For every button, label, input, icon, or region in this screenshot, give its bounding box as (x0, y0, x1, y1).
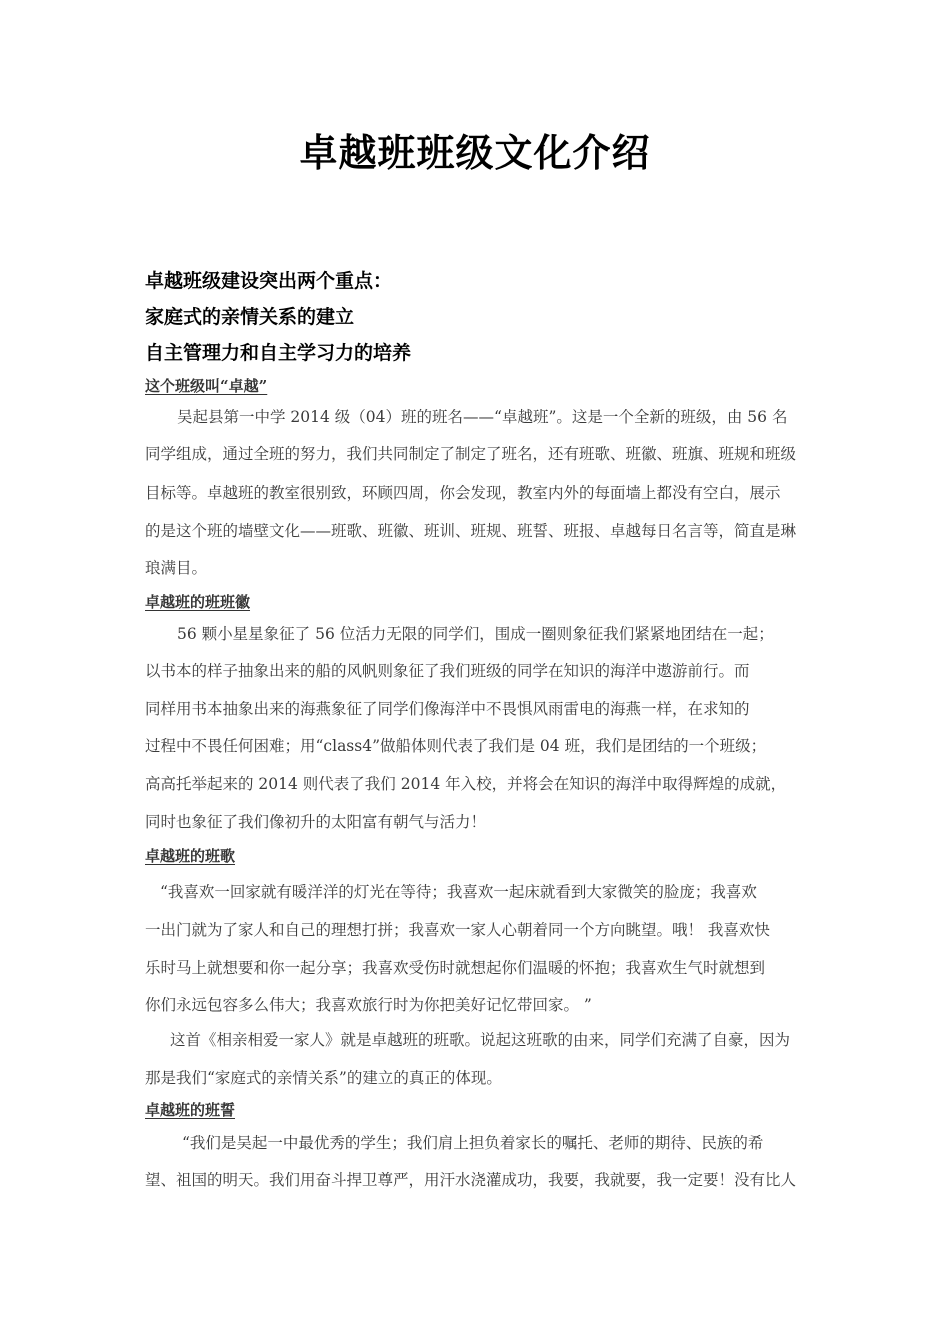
paragraph-line: 以书本的样子抽象出来的船的风帆则象征了我们班级的同学在知识的海洋中遨游前行。而 (145, 662, 750, 680)
paragraph-line: “我们是吴起一中最优秀的学生；我们肩上担负着家长的嘱托、老师的期待、民族的希 (182, 1134, 764, 1152)
paragraph-line: 同样用书本抽象出来的海燕象征了同学们像海洋中不畏惧风雨雷电的海燕一样，在求知的 (145, 700, 750, 718)
paragraph-line: 同学组成，通过全班的努力，我们共同制定了制定了班名，还有班歌、班徽、班旗、班规和班级 (145, 445, 797, 463)
paragraph-line: 的是这个班的墙壁文化——班歌、班徽、班训、班规、班誓、班报、卓越每日名言等，简直是琳 (145, 522, 797, 540)
section-heading-class-oath: 卓越班的班誓 (145, 1101, 236, 1119)
paragraph-line: 一出门就为了家人和自己的理想打拼；我喜欢一家人心朝着同一个方向眺望。哦！ 我喜欢快 (145, 921, 770, 939)
paragraph-line: 56 颗小星星象征了 56 位活力无限的同学们，围成一圈则象征我们紧紧地团结在一起； (177, 625, 774, 643)
paragraph-line: 同时也象征了我们像初升的太阳富有朝气与活力！ (145, 813, 487, 831)
section-heading-class-name: 这个班级叫“卓越” (145, 377, 268, 395)
paragraph-line: 吴起县第一中学 2014 级（04）班的班名——“卓越班”。这是一个全新的班级，由 56 名 (177, 408, 788, 426)
lead-line-2: 家庭式的亲情关系的建立 (145, 306, 355, 328)
page-title: 卓越班班级文化介绍 (299, 130, 651, 175)
paragraph-line: 那是我们“家庭式的亲情关系”的建立的真正的体现。 (145, 1069, 502, 1087)
paragraph-line: 过程中不畏任何困难；用“class4”做船体则代表了我们是 04 班，我们是团结的一个班级； (145, 737, 767, 755)
lead-line-3: 自主管理力和自主学习力的培养 (145, 342, 412, 364)
paragraph-line: 目标等。卓越班的教室很别致，环顾四周，你会发现，教室内外的每面墙上都没有空白，展示 (145, 484, 781, 502)
lead-line-1: 卓越班级建设突出两个重点： (145, 270, 393, 292)
section-heading-class-song: 卓越班的班歌 (145, 847, 236, 865)
paragraph-line: 乐时马上就想要和你一起分享；我喜欢受伤时就想起你们温暖的怀抱；我喜欢生气时就想到 (145, 959, 766, 977)
paragraph-line: 高高托举起来的 2014 则代表了我们 2014 年入校，并将会在知识的海洋中取得辉煌的成就， (145, 775, 787, 793)
paragraph-line: 望、祖国的明天。我们用奋斗捍卫尊严，用汗水浇灌成功，我要，我就要，我一定要！没有比人 (145, 1171, 797, 1189)
section-heading-class-badge: 卓越班的班班徽 (145, 593, 251, 611)
paragraph-line: 琅满目。 (145, 559, 208, 577)
paragraph-line: 你们永远包容多么伟大；我喜欢旅行时为你把美好记忆带回家。 ” (145, 996, 592, 1014)
paragraph-line: “我喜欢一回家就有暖洋洋的灯光在等待；我喜欢一起床就看到大家微笑的脸庞；我喜欢 (160, 883, 757, 901)
paragraph-line: 这首《相亲相爱一家人》就是卓越班的班歌。说起这班歌的由来，同学们充满了自豪，因为 (170, 1031, 791, 1049)
